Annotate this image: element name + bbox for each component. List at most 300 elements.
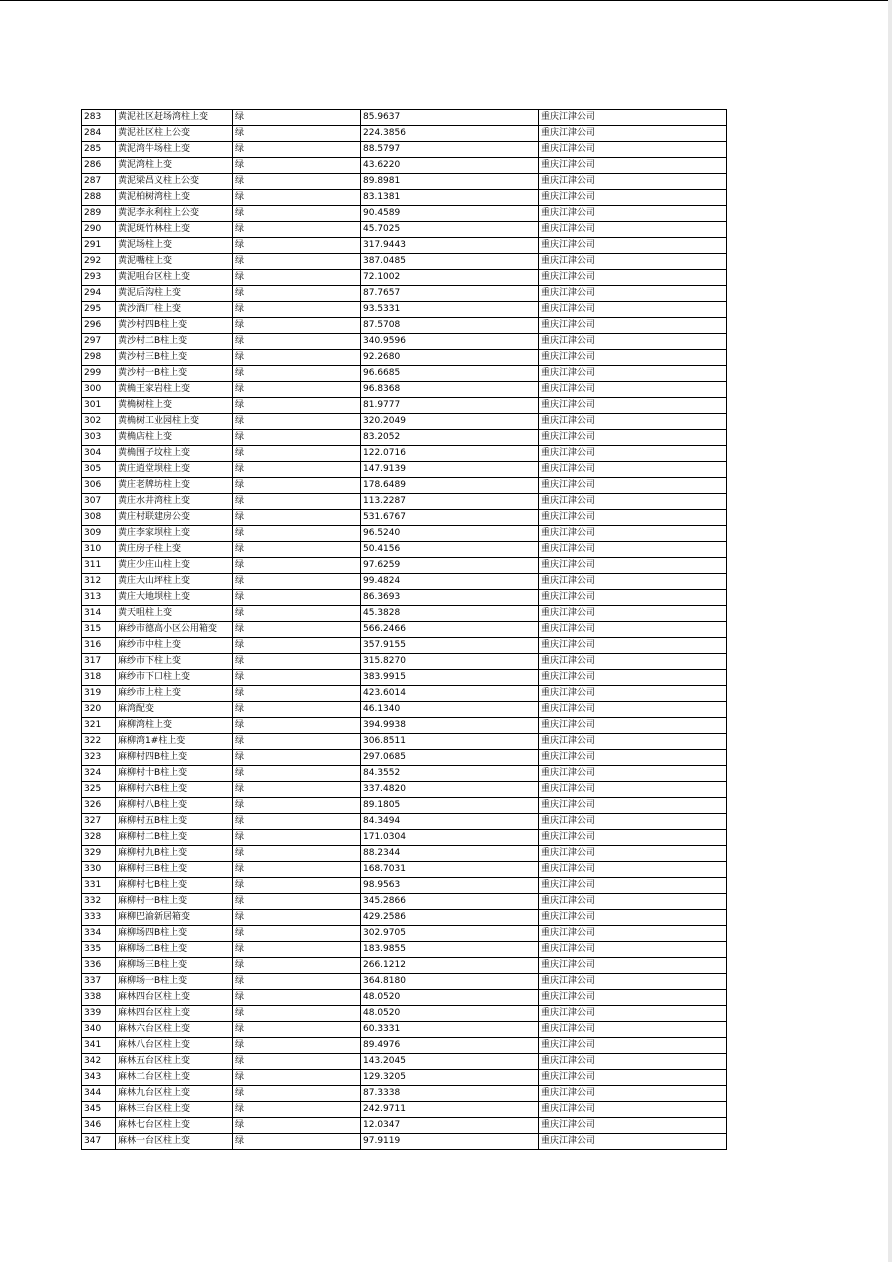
company-cell: 重庆江津公司: [539, 638, 727, 654]
station-name-cell: 麻柳场一B柱上变: [116, 974, 233, 990]
station-name-cell: 麻柳湾1#柱上变: [116, 734, 233, 750]
status-color-cell: 绿: [233, 286, 361, 302]
status-color-cell: 绿: [233, 126, 361, 142]
row-number-cell: 315: [82, 622, 116, 638]
value-cell: 566.2466: [361, 622, 539, 638]
status-color-cell: 绿: [233, 398, 361, 414]
company-cell: 重庆江津公司: [539, 590, 727, 606]
value-cell: 89.1805: [361, 798, 539, 814]
row-number-cell: 307: [82, 494, 116, 510]
row-number-cell: 292: [82, 254, 116, 270]
table-row: [82, 542, 727, 558]
status-color-cell: 绿: [233, 414, 361, 430]
value-cell: 48.0520: [361, 990, 539, 1006]
status-color-cell: 绿: [233, 910, 361, 926]
row-number-cell: 290: [82, 222, 116, 238]
table-row: [82, 894, 727, 910]
status-color-cell: 绿: [233, 574, 361, 590]
value-cell: 96.5240: [361, 526, 539, 542]
status-color-cell: 绿: [233, 830, 361, 846]
station-name-cell: 黄泥湾牛场柱上变: [116, 142, 233, 158]
value-cell: 168.7031: [361, 862, 539, 878]
status-color-cell: 绿: [233, 190, 361, 206]
row-number-cell: 309: [82, 526, 116, 542]
station-name-cell: 黄桷王家岩柱上变: [116, 382, 233, 398]
status-color-cell: 绿: [233, 302, 361, 318]
station-name-cell: 黄泥李永利柱上公变: [116, 206, 233, 222]
station-name-cell: 黄庄大地坝柱上变: [116, 590, 233, 606]
value-cell: 387.0485: [361, 254, 539, 270]
row-number-cell: 334: [82, 926, 116, 942]
company-cell: 重庆江津公司: [539, 254, 727, 270]
row-number-cell: 330: [82, 862, 116, 878]
station-name-cell: 麻柳湾柱上变: [116, 718, 233, 734]
value-cell: 113.2287: [361, 494, 539, 510]
table-row: [82, 286, 727, 302]
station-name-cell: 麻柳村七B柱上变: [116, 878, 233, 894]
table-row: [82, 942, 727, 958]
station-name-cell: 麻柳场三B柱上变: [116, 958, 233, 974]
station-name-cell: 麻林六台区柱上变: [116, 1022, 233, 1038]
value-cell: 89.8981: [361, 174, 539, 190]
table-row: [82, 1134, 727, 1150]
value-cell: 315.8270: [361, 654, 539, 670]
value-cell: 87.3338: [361, 1086, 539, 1102]
table-body: [82, 110, 727, 1150]
station-name-cell: 黄泥湾柱上变: [116, 158, 233, 174]
table-row: [82, 718, 727, 734]
company-cell: 重庆江津公司: [539, 622, 727, 638]
status-color-cell: 绿: [233, 478, 361, 494]
station-name-cell: 黄天咀柱上变: [116, 606, 233, 622]
value-cell: 531.6767: [361, 510, 539, 526]
company-cell: 重庆江津公司: [539, 206, 727, 222]
station-name-cell: 黄泥梁昌义柱上公变: [116, 174, 233, 190]
status-color-cell: 绿: [233, 638, 361, 654]
table-row: [82, 334, 727, 350]
row-number-cell: 316: [82, 638, 116, 654]
company-cell: 重庆江津公司: [539, 686, 727, 702]
value-cell: 83.1381: [361, 190, 539, 206]
company-cell: 重庆江津公司: [539, 190, 727, 206]
station-name-cell: 麻林三台区柱上变: [116, 1102, 233, 1118]
company-cell: 重庆江津公司: [539, 926, 727, 942]
status-color-cell: 绿: [233, 702, 361, 718]
company-cell: 重庆江津公司: [539, 990, 727, 1006]
company-cell: 重庆江津公司: [539, 286, 727, 302]
company-cell: 重庆江津公司: [539, 974, 727, 990]
status-color-cell: 绿: [233, 142, 361, 158]
table-row: [82, 430, 727, 446]
value-cell: 357.9155: [361, 638, 539, 654]
table-row: [82, 574, 727, 590]
row-number-cell: 300: [82, 382, 116, 398]
row-number-cell: 287: [82, 174, 116, 190]
status-color-cell: 绿: [233, 174, 361, 190]
row-number-cell: 326: [82, 798, 116, 814]
status-color-cell: 绿: [233, 622, 361, 638]
value-cell: 45.3828: [361, 606, 539, 622]
table-row: [82, 1070, 727, 1086]
row-number-cell: 298: [82, 350, 116, 366]
table-row: [82, 462, 727, 478]
value-cell: 88.2344: [361, 846, 539, 862]
station-name-cell: 麻柳村十B柱上变: [116, 766, 233, 782]
table-row: [82, 750, 727, 766]
status-color-cell: 绿: [233, 1054, 361, 1070]
row-number-cell: 321: [82, 718, 116, 734]
table-row: [82, 606, 727, 622]
table-row: [82, 238, 727, 254]
value-cell: 364.8180: [361, 974, 539, 990]
value-cell: 147.9139: [361, 462, 539, 478]
row-number-cell: 305: [82, 462, 116, 478]
value-cell: 84.3552: [361, 766, 539, 782]
value-cell: 96.8368: [361, 382, 539, 398]
value-cell: 171.0304: [361, 830, 539, 846]
company-cell: 重庆江津公司: [539, 302, 727, 318]
value-cell: 83.2052: [361, 430, 539, 446]
row-number-cell: 308: [82, 510, 116, 526]
value-cell: 143.2045: [361, 1054, 539, 1070]
table-row: [82, 702, 727, 718]
station-name-cell: 黄庄水井湾柱上变: [116, 494, 233, 510]
status-color-cell: 绿: [233, 1038, 361, 1054]
table-row: [82, 190, 727, 206]
table-row: [82, 206, 727, 222]
company-cell: 重庆江津公司: [539, 558, 727, 574]
station-name-cell: 黄沙村四B柱上变: [116, 318, 233, 334]
company-cell: 重庆江津公司: [539, 334, 727, 350]
table-row: [82, 222, 727, 238]
table-row: [82, 270, 727, 286]
status-color-cell: 绿: [233, 1022, 361, 1038]
value-cell: 81.9777: [361, 398, 539, 414]
station-name-cell: 麻柳村八B柱上变: [116, 798, 233, 814]
status-color-cell: 绿: [233, 606, 361, 622]
station-name-cell: 黄庄村联建房公变: [116, 510, 233, 526]
status-color-cell: 绿: [233, 590, 361, 606]
company-cell: 重庆江津公司: [539, 110, 727, 126]
company-cell: 重庆江津公司: [539, 414, 727, 430]
station-name-cell: 黄沙村一B柱上变: [116, 366, 233, 382]
status-color-cell: 绿: [233, 382, 361, 398]
company-cell: 重庆江津公司: [539, 654, 727, 670]
company-cell: 重庆江津公司: [539, 1134, 727, 1150]
table-row: [82, 798, 727, 814]
table-row: [82, 446, 727, 462]
company-cell: 重庆江津公司: [539, 526, 727, 542]
row-number-cell: 332: [82, 894, 116, 910]
status-color-cell: 绿: [233, 446, 361, 462]
station-name-cell: 黄泥嘴柱上变: [116, 254, 233, 270]
status-color-cell: 绿: [233, 510, 361, 526]
company-cell: 重庆江津公司: [539, 734, 727, 750]
company-cell: 重庆江津公司: [539, 478, 727, 494]
row-number-cell: 313: [82, 590, 116, 606]
status-color-cell: 绿: [233, 1070, 361, 1086]
row-number-cell: 327: [82, 814, 116, 830]
value-cell: 50.4156: [361, 542, 539, 558]
table-row: [82, 958, 727, 974]
table-row: [82, 814, 727, 830]
row-number-cell: 293: [82, 270, 116, 286]
row-number-cell: 291: [82, 238, 116, 254]
value-cell: 86.3693: [361, 590, 539, 606]
row-number-cell: 319: [82, 686, 116, 702]
value-cell: 302.9705: [361, 926, 539, 942]
company-cell: 重庆江津公司: [539, 750, 727, 766]
row-number-cell: 294: [82, 286, 116, 302]
value-cell: 97.6259: [361, 558, 539, 574]
table-row: [82, 990, 727, 1006]
value-cell: 317.9443: [361, 238, 539, 254]
table-row: [82, 366, 727, 382]
row-number-cell: 312: [82, 574, 116, 590]
status-color-cell: 绿: [233, 798, 361, 814]
station-name-cell: 黄泥柏树湾柱上变: [116, 190, 233, 206]
company-cell: 重庆江津公司: [539, 222, 727, 238]
table-row: [82, 1022, 727, 1038]
station-name-cell: 黄泥社区柱上公变: [116, 126, 233, 142]
company-cell: 重庆江津公司: [539, 702, 727, 718]
station-name-cell: 黄庄逍堂坝柱上变: [116, 462, 233, 478]
company-cell: 重庆江津公司: [539, 862, 727, 878]
company-cell: 重庆江津公司: [539, 1102, 727, 1118]
station-name-cell: 麻纱市中柱上变: [116, 638, 233, 654]
table-row: [82, 318, 727, 334]
value-cell: 429.2586: [361, 910, 539, 926]
value-cell: 224.3856: [361, 126, 539, 142]
company-cell: 重庆江津公司: [539, 798, 727, 814]
row-number-cell: 338: [82, 990, 116, 1006]
value-cell: 90.4589: [361, 206, 539, 222]
status-color-cell: 绿: [233, 654, 361, 670]
table-row: [82, 254, 727, 270]
row-number-cell: 328: [82, 830, 116, 846]
status-color-cell: 绿: [233, 238, 361, 254]
company-cell: 重庆江津公司: [539, 782, 727, 798]
station-name-cell: 黄庄房子柱上变: [116, 542, 233, 558]
station-name-cell: 黄庄少庄山柱上变: [116, 558, 233, 574]
value-cell: 242.9711: [361, 1102, 539, 1118]
row-number-cell: 283: [82, 110, 116, 126]
table-row: [82, 526, 727, 542]
station-name-cell: 麻柳村九B柱上变: [116, 846, 233, 862]
table-row: [82, 142, 727, 158]
table-row: [82, 878, 727, 894]
value-cell: 383.9915: [361, 670, 539, 686]
table-row: [82, 494, 727, 510]
table-row: [82, 1086, 727, 1102]
status-color-cell: 绿: [233, 766, 361, 782]
value-cell: 97.9119: [361, 1134, 539, 1150]
status-color-cell: 绿: [233, 782, 361, 798]
row-number-cell: 342: [82, 1054, 116, 1070]
company-cell: 重庆江津公司: [539, 174, 727, 190]
status-color-cell: 绿: [233, 670, 361, 686]
value-cell: 340.9596: [361, 334, 539, 350]
company-cell: 重庆江津公司: [539, 238, 727, 254]
company-cell: 重庆江津公司: [539, 430, 727, 446]
table-row: [82, 478, 727, 494]
company-cell: 重庆江津公司: [539, 766, 727, 782]
station-name-cell: 黄泥场柱上变: [116, 238, 233, 254]
status-color-cell: 绿: [233, 158, 361, 174]
company-cell: 重庆江津公司: [539, 894, 727, 910]
station-name-cell: 麻柳巴渝新居箱变: [116, 910, 233, 926]
station-name-cell: 麻林一台区柱上变: [116, 1134, 233, 1150]
data-table: [81, 109, 727, 1150]
table-row: [82, 654, 727, 670]
company-cell: 重庆江津公司: [539, 126, 727, 142]
company-cell: 重庆江津公司: [539, 942, 727, 958]
value-cell: 98.9563: [361, 878, 539, 894]
row-number-cell: 337: [82, 974, 116, 990]
status-color-cell: 绿: [233, 942, 361, 958]
status-color-cell: 绿: [233, 526, 361, 542]
table-row: [82, 830, 727, 846]
row-number-cell: 325: [82, 782, 116, 798]
station-name-cell: 黄桷围子坟柱上变: [116, 446, 233, 462]
station-name-cell: 麻林八台区柱上变: [116, 1038, 233, 1054]
station-name-cell: 黄庄老牌坊柱上变: [116, 478, 233, 494]
company-cell: 重庆江津公司: [539, 494, 727, 510]
value-cell: 96.6685: [361, 366, 539, 382]
row-number-cell: 331: [82, 878, 116, 894]
table-row: [82, 734, 727, 750]
row-number-cell: 343: [82, 1070, 116, 1086]
company-cell: 重庆江津公司: [539, 574, 727, 590]
status-color-cell: 绿: [233, 542, 361, 558]
value-cell: 87.7657: [361, 286, 539, 302]
company-cell: 重庆江津公司: [539, 718, 727, 734]
value-cell: 129.3205: [361, 1070, 539, 1086]
status-color-cell: 绿: [233, 462, 361, 478]
station-name-cell: 麻柳村一B柱上变: [116, 894, 233, 910]
station-name-cell: 黄泥咀台区柱上变: [116, 270, 233, 286]
status-color-cell: 绿: [233, 926, 361, 942]
company-cell: 重庆江津公司: [539, 1038, 727, 1054]
page-right-edge: [888, 0, 892, 1262]
status-color-cell: 绿: [233, 1086, 361, 1102]
station-name-cell: 麻林四台区柱上变: [116, 990, 233, 1006]
row-number-cell: 340: [82, 1022, 116, 1038]
value-cell: 60.3331: [361, 1022, 539, 1038]
status-color-cell: 绿: [233, 1118, 361, 1134]
row-number-cell: 302: [82, 414, 116, 430]
station-name-cell: 黄庄大山坪柱上变: [116, 574, 233, 590]
table-row: [82, 110, 727, 126]
company-cell: 重庆江津公司: [539, 382, 727, 398]
row-number-cell: 306: [82, 478, 116, 494]
company-cell: 重庆江津公司: [539, 1070, 727, 1086]
row-number-cell: 284: [82, 126, 116, 142]
value-cell: 43.6220: [361, 158, 539, 174]
station-name-cell: 麻林五台区柱上变: [116, 1054, 233, 1070]
company-cell: 重庆江津公司: [539, 1054, 727, 1070]
value-cell: 85.9637: [361, 110, 539, 126]
table-row: [82, 398, 727, 414]
company-cell: 重庆江津公司: [539, 958, 727, 974]
table-row: [82, 1102, 727, 1118]
station-name-cell: 麻湾配变: [116, 702, 233, 718]
table-row: [82, 910, 727, 926]
row-number-cell: 345: [82, 1102, 116, 1118]
table-row: [82, 414, 727, 430]
station-name-cell: 麻林二台区柱上变: [116, 1070, 233, 1086]
value-cell: 87.5708: [361, 318, 539, 334]
table-row: [82, 158, 727, 174]
table-row: [82, 766, 727, 782]
value-cell: 84.3494: [361, 814, 539, 830]
status-color-cell: 绿: [233, 814, 361, 830]
company-cell: 重庆江津公司: [539, 542, 727, 558]
value-cell: 99.4824: [361, 574, 539, 590]
status-color-cell: 绿: [233, 206, 361, 222]
company-cell: 重庆江津公司: [539, 142, 727, 158]
row-number-cell: 323: [82, 750, 116, 766]
station-name-cell: 黄泥斑竹林柱上变: [116, 222, 233, 238]
value-cell: 93.5331: [361, 302, 539, 318]
station-name-cell: 麻林四台区柱上变: [116, 1006, 233, 1022]
status-color-cell: 绿: [233, 862, 361, 878]
page-top-rule: [0, 0, 892, 1]
row-number-cell: 289: [82, 206, 116, 222]
row-number-cell: 333: [82, 910, 116, 926]
company-cell: 重庆江津公司: [539, 350, 727, 366]
table-row: [82, 590, 727, 606]
table-row: [82, 1006, 727, 1022]
value-cell: 394.9938: [361, 718, 539, 734]
value-cell: 178.6489: [361, 478, 539, 494]
row-number-cell: 314: [82, 606, 116, 622]
row-number-cell: 347: [82, 1134, 116, 1150]
row-number-cell: 295: [82, 302, 116, 318]
status-color-cell: 绿: [233, 494, 361, 510]
status-color-cell: 绿: [233, 990, 361, 1006]
status-color-cell: 绿: [233, 222, 361, 238]
row-number-cell: 311: [82, 558, 116, 574]
table-row: [82, 302, 727, 318]
station-name-cell: 麻纱市上柱上变: [116, 686, 233, 702]
station-name-cell: 麻林七台区柱上变: [116, 1118, 233, 1134]
status-color-cell: 绿: [233, 270, 361, 286]
status-color-cell: 绿: [233, 366, 361, 382]
value-cell: 12.0347: [361, 1118, 539, 1134]
status-color-cell: 绿: [233, 974, 361, 990]
value-cell: 122.0716: [361, 446, 539, 462]
station-name-cell: 麻柳村二B柱上变: [116, 830, 233, 846]
status-color-cell: 绿: [233, 318, 361, 334]
status-color-cell: 绿: [233, 1006, 361, 1022]
status-color-cell: 绿: [233, 846, 361, 862]
station-name-cell: 黄沙村二B柱上变: [116, 334, 233, 350]
row-number-cell: 344: [82, 1086, 116, 1102]
status-color-cell: 绿: [233, 110, 361, 126]
status-color-cell: 绿: [233, 734, 361, 750]
company-cell: 重庆江津公司: [539, 270, 727, 286]
status-color-cell: 绿: [233, 958, 361, 974]
company-cell: 重庆江津公司: [539, 462, 727, 478]
table-row: [82, 670, 727, 686]
value-cell: 320.2049: [361, 414, 539, 430]
row-number-cell: 329: [82, 846, 116, 862]
row-number-cell: 339: [82, 1006, 116, 1022]
value-cell: 45.7025: [361, 222, 539, 238]
status-color-cell: 绿: [233, 894, 361, 910]
value-cell: 423.6014: [361, 686, 539, 702]
